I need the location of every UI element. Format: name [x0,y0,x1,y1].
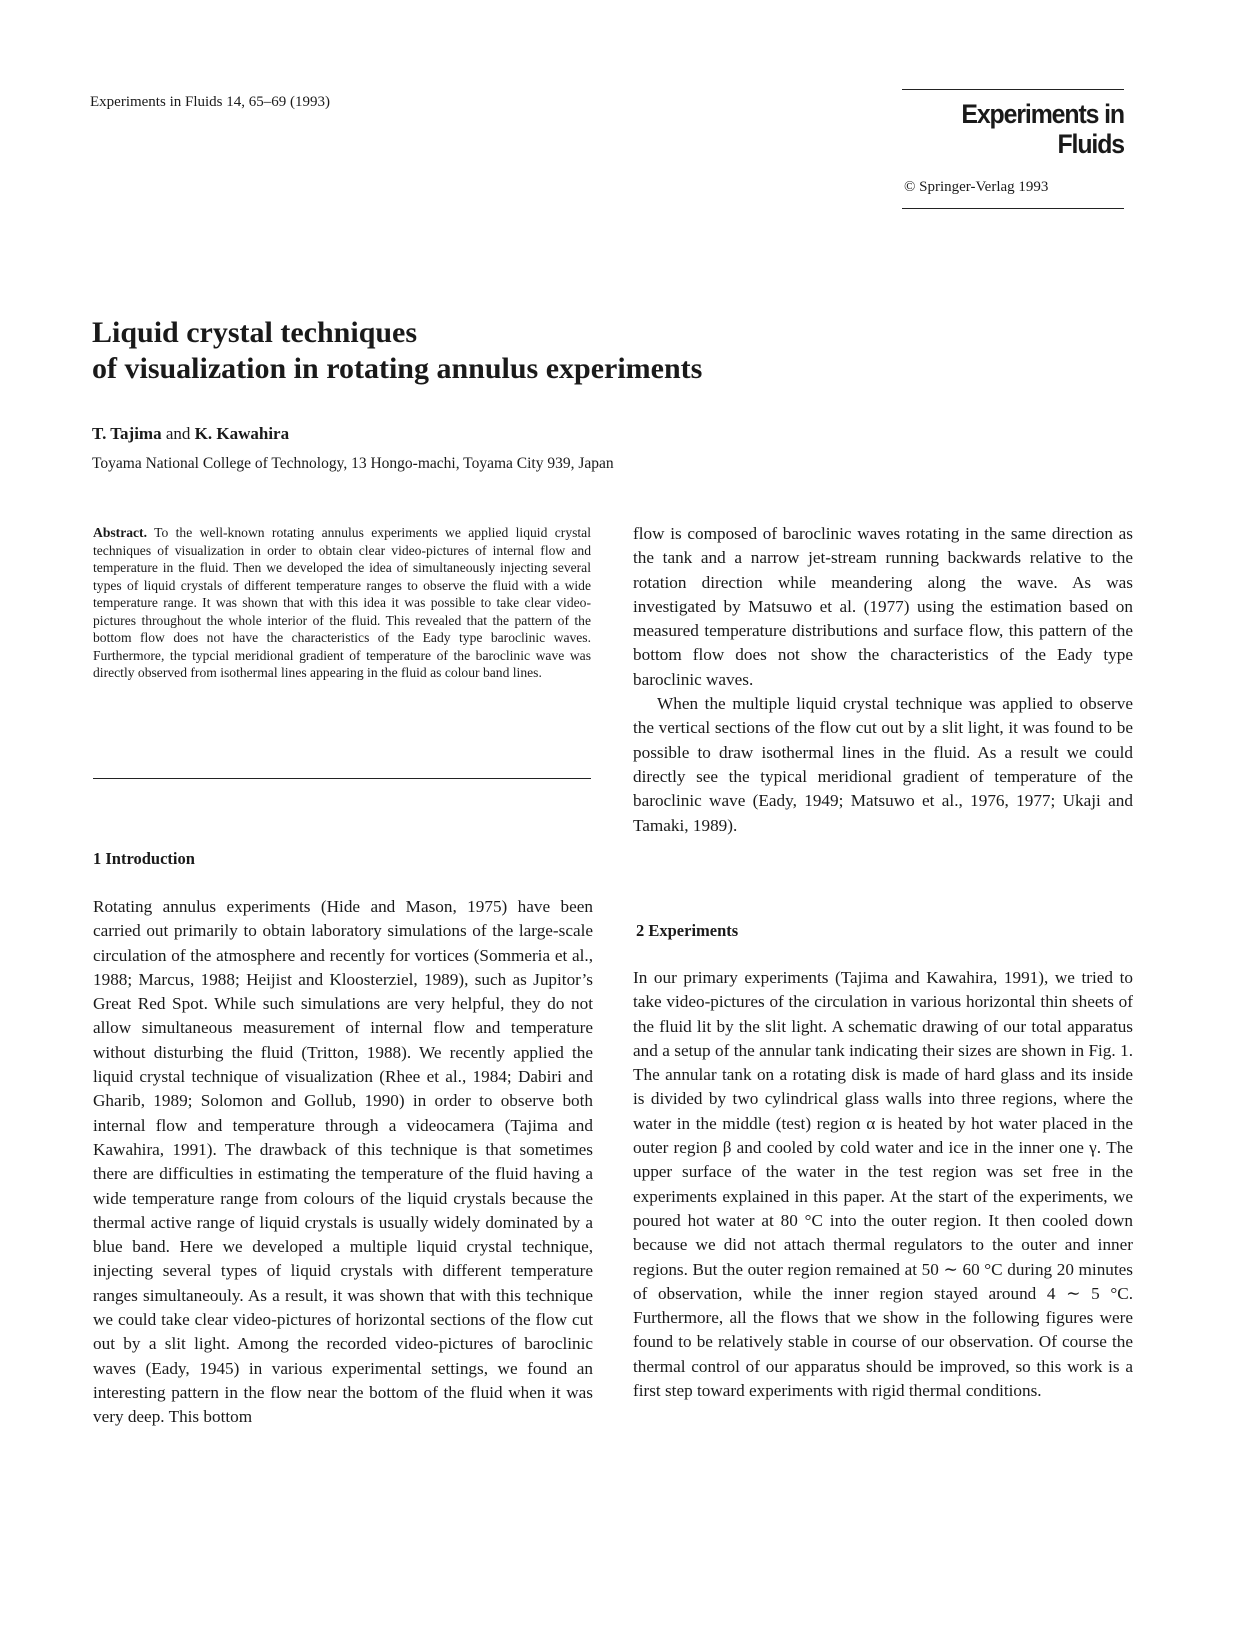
masthead-bottom-rule [902,208,1124,209]
introduction-paragraph: Rotating annulus experiments (Hide and Mason, 1975) have been carried out primarily to obtain laboratory simulations of the large-scale circulation of the atmosphere and recently for vortices (Sommeria et al., 1988; Marcus, 1988; Heijist and Kloosterziel, 1989), such as Jupitor’s Great Red Spot. While such simulations are very helpful, they do not allow simultaneous measurement of internal flow and temperature without disturbing the fluid (Tritton, 1988). We recently applied the liquid crystal technique of visualization (Rhee et al., 1984; Dabiri and Gharib, 1989; Solomon and Gollub, 1990) in order to observe both internal flow and temperature through a videocamera (Tajima and Kawahira, 1991). The drawback of this technique is that sometimes there are difficulties in estimating the temperature of the fluid having a wide temperature range from colours of the liquid crystals because the thermal active range of liquid crystals is usually widely dominated by a blue band. Here we developed a multiple liquid crystal technique, injecting several types of liquid crystals with different temperature ranges simultaneouly. As a result, it was shown that with this technique we could take clear video-pictures of horizontal sections of the flow cut out by a slit light. Among the recorded video-pictures of baroclinic waves (Eady, 1945) in various experimental settings, we found an interesting pattern in the flow near the bottom of the fluid when it was very deep. This bottom [93,897,593,1427]
article-title [92,315,992,387]
author-name: T. Tajima [92,424,162,443]
section-heading-introduction: 1 Introduction [93,849,195,868]
introduction-paragraph-continued: flow is composed of baroclinic waves rotating in the same direction as the tank and a narrow jet-stream running backwards relative to the rotation direction while meandering along the wave. As was investigated by Matsuwo et al. (1977) using the estimation based on measured temperature distributions and surface flow, this pattern of the bottom flow does not show the characteristics of the Eady type baroclinic waves. [633,524,1133,689]
journal-citation: Experiments in Fluids 14, 65–69 (1993) [90,94,330,110]
article-title-line-2: of visualization in rotating annulus experiments [92,352,703,385]
abstract-divider [93,778,591,779]
author-conjunction: and [161,424,195,443]
abstract-text: To the well-known rotating annulus experiments we applied liquid crystal techniques of visualization in order to obtain clear video-pictures of internal flow and temperature in the fluid. Then we developed the idea of simultaneously injecting several types of liquid crystals of different temperature ranges to observe the fluid with a wide temperature range. It was shown that with this idea it was possible to take clear video-pictures throughout the whole interior of the fluid. This revealed that the pattern of the bottom flow does not have the characteristics of the Eady type baroclinic waves. Furthermore, the typcial meridional gradient of temperature of the baroclinic wave was directly observed from isothermal lines appearing in the fluid as colour band lines. [93,525,591,680]
section-heading-experiments: 2 Experiments [636,921,739,940]
experiments-paragraph: In our primary experiments (Tajima and Kawahira, 1991), we tried to take video-pictures of the circulation in various horizontal thin sheets of the fluid lit by the slit light. A schematic drawing of our total apparatus and a setup of the annular tank indicating their sizes are shown in Fig. 1. The annular tank on a rotating disk is made of hard glass and its inside is divided by two cylindrical glass walls into three regions, where the water in the middle (test) region α is heated by hot water placed in the outer region β and cooled by cold water and ice in the inner one γ. The upper surface of the water in the test region was set free in the experiments explained in this paper. At the start of the experiments, we poured hot water at 80 °C into the outer region. It then cooled down because we did not attach thermal regulators to the outer and inner regions. But the outer region remained at 50 ∼ 60 °C during 20 minutes of observation, while the inner region stayed around 4 ∼ 5 °C. Furthermore, all the flows that we show in the following figures were found to be relatively stable in course of our observation. Of course the thermal control of our apparatus should be improved, so this work is a first step toward experiments with rigid thermal conditions. [633,968,1133,1401]
author-list [92,424,289,444]
author-name: K. Kawahira [194,424,290,443]
article-title-line-1: Liquid crystal techniques [92,316,418,349]
introduction-continuation [633,522,1133,838]
journal-name: Experiments in Fluids [961,99,1124,159]
author-affiliation: Toyama National College of Technology, 13 Hongo-machi, Toyama City 939, Japan [92,455,614,472]
journal-masthead [902,89,1124,209]
abstract [93,524,591,682]
masthead-top-rule [902,89,1124,90]
introduction-paragraph-2: When the multiple liquid crystal technique was applied to observe the vertical sections of the flow cut out by a slit light, it was found to be possible to draw isothermal lines in the fluid. As a result we could directly see the typical meridional gradient of temperature of the baroclinic wave (Eady, 1949; Matsuwo et al., 1976, 1977; Ukaji and Tamaki, 1989). [633,694,1133,835]
copyright-notice: © Springer-Verlag 1993 [904,179,1049,195]
abstract-label: Abstract. [93,525,147,540]
